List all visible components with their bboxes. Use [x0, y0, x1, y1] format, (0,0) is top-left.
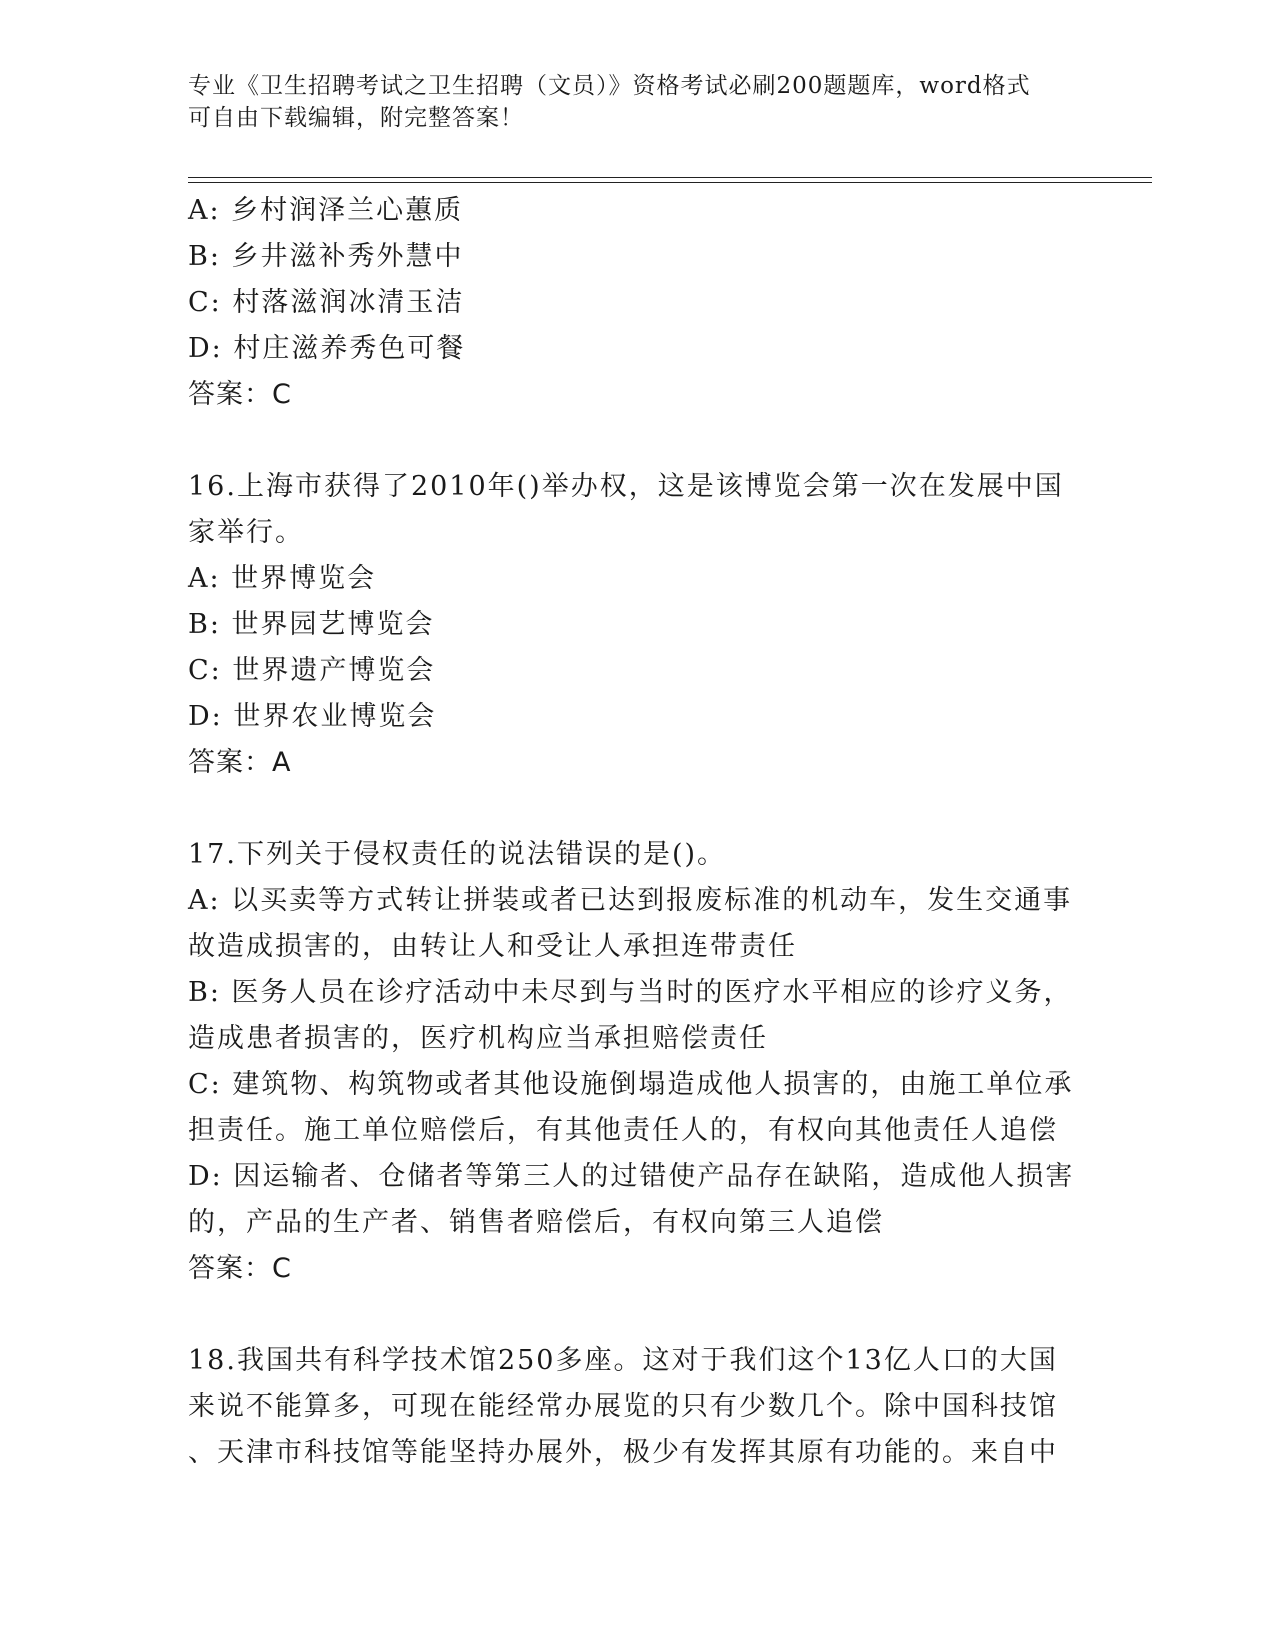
spacer [188, 1292, 1088, 1338]
question-15-tail [188, 188, 1088, 418]
option-b: B: 世界园艺博览会 [188, 609, 435, 640]
option-d: D: 村庄滋养秀色可餐 [188, 333, 466, 364]
header-rule-top [188, 177, 1152, 178]
question-stem: 17.下列关于侵权责任的说法错误的是()。 [188, 839, 727, 870]
header-rule-bottom [188, 182, 1152, 183]
answer-line: 答案：C [188, 379, 292, 410]
option-b-continued: 造成患者损害的，医疗机构应当承担赔偿责任 [188, 1023, 768, 1054]
option-a: A: 乡村润泽兰心蕙质 [188, 195, 464, 226]
option-a: A: 以买卖等方式转让拼装或者已达到报废标准的机动车，发生交通事 [188, 885, 1073, 916]
question-stem: 家举行。 [188, 517, 304, 548]
spacer [188, 786, 1088, 832]
question-18 [188, 1338, 1088, 1476]
document-header [188, 70, 1068, 134]
header-line-1: 专业《卫生招聘考试之卫生招聘（文员）》资格考试必刷200题题库，word格式 [188, 73, 1031, 99]
answer-line: 答案：C [188, 1253, 292, 1284]
question-stem: 、天津市科技馆等能坚持办展外，极少有发挥其原有功能的。来自中 [188, 1437, 1058, 1468]
question-16 [188, 464, 1088, 786]
option-d-continued: 的，产品的生产者、销售者赔偿后，有权向第三人追偿 [188, 1207, 884, 1238]
question-stem: 16.上海市获得了2010年()举办权，这是该博览会第一次在发展中国 [188, 471, 1064, 502]
spacer [188, 418, 1088, 464]
question-17 [188, 832, 1088, 1292]
option-c: C: 世界遗产博览会 [188, 655, 436, 686]
question-stem: 来说不能算多，可现在能经常办展览的只有少数几个。除中国科技馆 [188, 1391, 1058, 1422]
header-line-2: 可自由下载编辑，附完整答案！ [188, 105, 524, 131]
option-c-continued: 担责任。施工单位赔偿后，有其他责任人的，有权向其他责任人追偿 [188, 1115, 1058, 1146]
document-body [188, 188, 1088, 1476]
option-d: D: 世界农业博览会 [188, 701, 437, 732]
option-d: D: 因运输者、仓储者等第三人的过错使产品存在缺陷，造成他人损害 [188, 1161, 1075, 1192]
question-stem: 18.我国共有科学技术馆250多座。这对于我们这个13亿人口的大国 [188, 1345, 1058, 1376]
option-b: B: 乡井滋补秀外慧中 [188, 241, 464, 272]
answer-line: 答案：A [188, 747, 292, 778]
option-c: C: 村落滋润冰清玉洁 [188, 287, 465, 318]
option-a: A: 世界博览会 [188, 563, 377, 594]
option-b: B: 医务人员在诊疗活动中未尽到与当时的医疗水平相应的诊疗义务， [188, 977, 1073, 1008]
option-a-continued: 故造成损害的，由转让人和受让人承担连带责任 [188, 931, 797, 962]
option-c: C: 建筑物、构筑物或者其他设施倒塌造成他人损害的，由施工单位承 [188, 1069, 1074, 1100]
